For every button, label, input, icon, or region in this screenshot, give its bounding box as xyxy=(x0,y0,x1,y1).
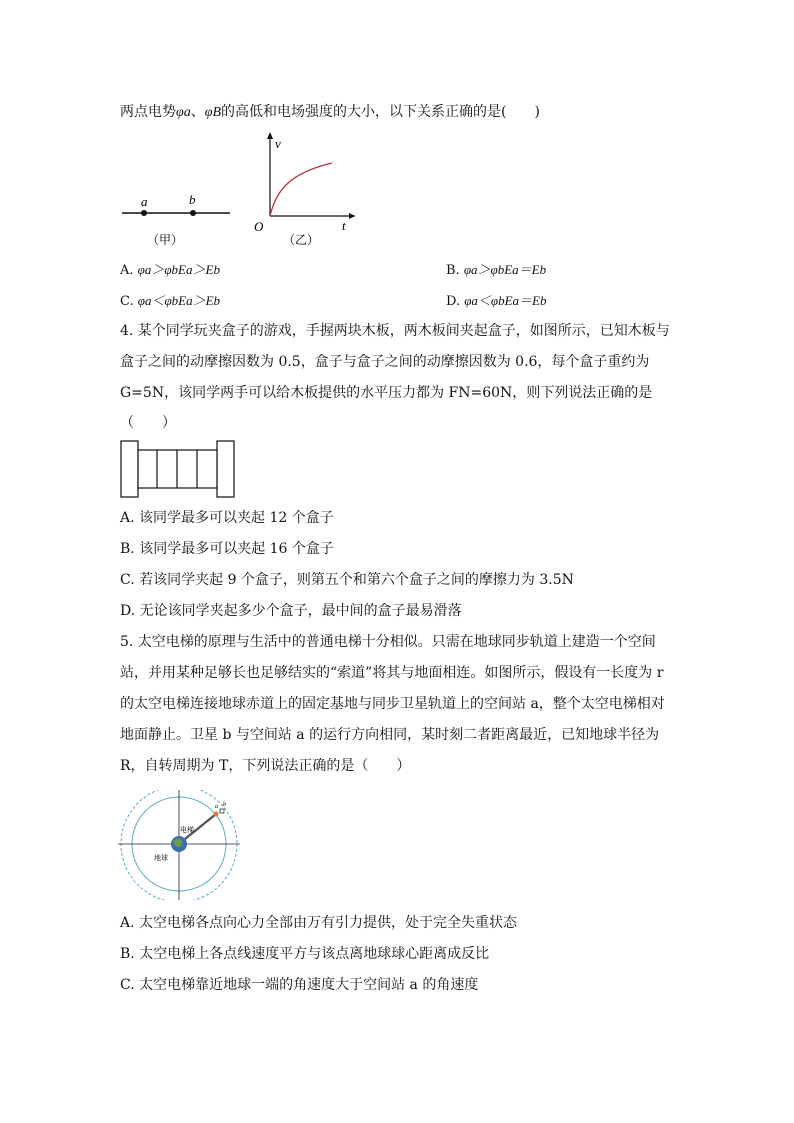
boxes-figure xyxy=(120,440,236,500)
q5-stem-line: 站，并用某种足够长也足够结实的“索道”将其与地面相连。如图所示，假设有一长度为 r xyxy=(120,665,664,681)
axis-v-label: v xyxy=(275,136,281,151)
q5-stem-line: 地面静止。卫星 b 与空间站 a 的运行方向相同，某时刻二者距离最近，已知地球半径为 xyxy=(120,727,660,743)
label-b: b xyxy=(223,802,226,808)
label-a: a xyxy=(215,804,218,810)
option-letter: B. xyxy=(446,263,460,278)
label-a: a xyxy=(141,194,148,209)
option-letter: D. xyxy=(446,294,461,309)
space-elevator-figure xyxy=(118,790,242,900)
q3-stem-suffix: 的高低和电场强度的大小，以下关系正确的是( ) xyxy=(221,104,540,120)
q5-stem-line: R，自转周期为 T，下列说法正确的是（ ） xyxy=(120,758,411,774)
q3-option-a[interactable] xyxy=(120,261,220,280)
option-letter: C. xyxy=(120,294,134,309)
left-board xyxy=(121,441,138,497)
q3-option-d[interactable] xyxy=(446,292,547,311)
q5-stem-line: 的太空电梯连接地球赤道上的固定基地与同步卫星轨道上的空间站 a，整个太空电梯相对 xyxy=(120,696,665,712)
station-a xyxy=(214,812,219,817)
q4-option-c[interactable]: C. 若该同学夹起 9 个盒子，则第五个和第六个盒子之间的摩擦力为 3.5N xyxy=(120,572,574,588)
q3-stem xyxy=(120,102,540,123)
elevator-label: 电梯 xyxy=(180,826,194,834)
option-text: φa＜φbEa＞Eb xyxy=(137,293,221,308)
q3-option-b[interactable] xyxy=(446,261,546,280)
origin-label: O xyxy=(254,219,264,234)
point-b xyxy=(190,210,196,216)
right-board xyxy=(217,441,234,497)
option-letter: A. xyxy=(120,263,134,278)
option-text: φa＞φbEa＞Eb xyxy=(137,262,220,277)
q5-stem-line: 5. 太空电梯的原理与生活中的普通电梯十分相似。只需在地球同步轨道上建造一个空间 xyxy=(120,634,656,650)
fig-jia xyxy=(118,188,238,250)
q4-stem-line: 盒子之间的动摩擦因数为 0.5，盒子与盒子之间的动摩擦因数为 0.6，每个盒子重约为 xyxy=(120,354,650,370)
caption-yi: （乙） xyxy=(283,233,320,247)
phi-b: φB xyxy=(204,105,222,120)
satellite-b xyxy=(220,809,224,813)
option-text: φa＞φbEa＝Eb xyxy=(463,262,547,277)
axis-t-label: t xyxy=(342,218,346,233)
q4-option-a[interactable]: A. 该同学最多可以夹起 12 个盒子 xyxy=(120,510,334,526)
caption-jia: （甲） xyxy=(147,233,184,247)
fig-yi xyxy=(250,128,365,250)
earth-label: 地球 xyxy=(154,854,168,862)
q5-option-b[interactable]: B. 太空电梯上各点线速度平方与该点离地球球心距离成反比 xyxy=(120,946,490,962)
q3-sep: 、 xyxy=(190,104,205,120)
q4-stem-line: 4. 某个同学玩夹盒子的游戏，手握两块木板，两木板间夹起盒子，如图所示，已知木板与 xyxy=(120,323,670,339)
v-arrow-icon xyxy=(267,132,273,139)
q4-stem-line: G=5N，该同学两手可以给木板提供的水平压力都为 FN=60N，则下列说法正确的是 xyxy=(120,385,653,401)
phi-a: φa xyxy=(176,105,191,120)
q3-option-c[interactable] xyxy=(120,292,220,311)
q4-option-d[interactable]: D. 无论该同学夹起多少个盒子，最中间的盒子最易滑落 xyxy=(120,603,462,619)
velocity-curve xyxy=(270,163,332,216)
q4-stem-line: （ ） xyxy=(120,415,176,431)
q4-option-b[interactable]: B. 该同学最多可以夹起 16 个盒子 xyxy=(120,541,334,557)
q3-stem-prefix: 两点电势 xyxy=(120,104,176,120)
option-text: φa＜φbEa＝Eb xyxy=(464,293,547,308)
t-arrow-icon xyxy=(349,213,355,219)
point-a xyxy=(141,210,147,216)
label-b: b xyxy=(189,192,196,207)
q5-option-a[interactable]: A. 太空电梯各点向心力全部由万有引力提供，处于完全失重状态 xyxy=(120,915,518,931)
q5-option-c[interactable]: C. 太空电梯靠近地球一端的角速度大于空间站 a 的角速度 xyxy=(120,977,479,993)
